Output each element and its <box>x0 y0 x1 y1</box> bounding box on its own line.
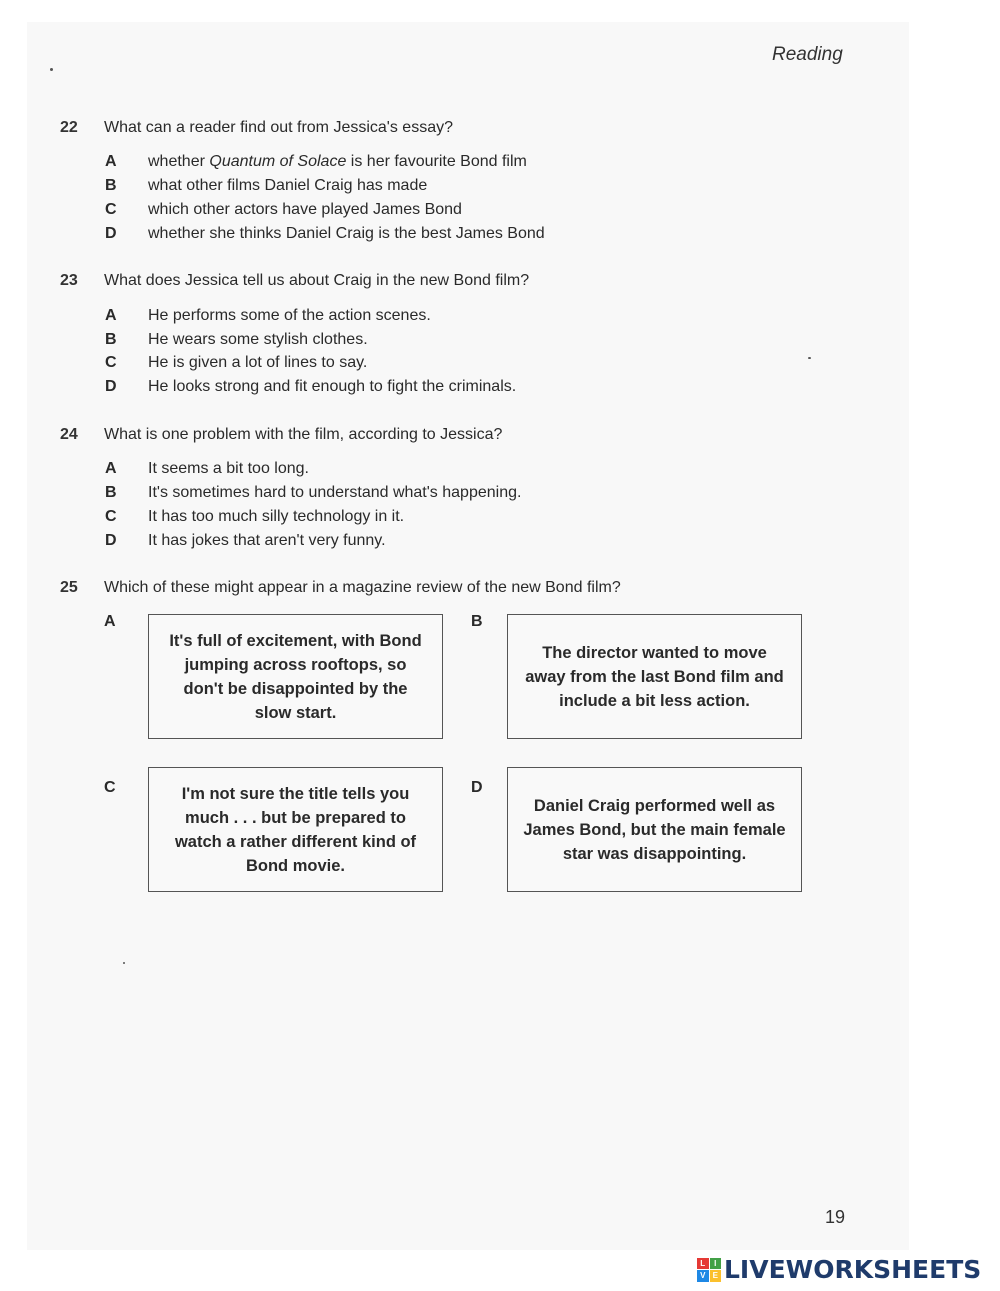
box-letter[interactable]: A <box>104 613 116 630</box>
option-letter[interactable]: C <box>105 201 117 218</box>
option-letter[interactable]: A <box>105 460 117 477</box>
question-text: What is one problem with the film, according to Jessica? <box>104 426 503 443</box>
option-letter[interactable]: D <box>105 225 117 242</box>
question-number: 24 <box>60 426 78 443</box>
option-letter[interactable]: B <box>105 331 117 348</box>
option-text[interactable]: He wears some stylish clothes. <box>148 331 368 348</box>
logo-square: I <box>710 1258 722 1270</box>
box-letter[interactable]: B <box>471 613 483 630</box>
logo-square: E <box>710 1270 722 1282</box>
option-text[interactable]: He looks strong and fit enough to fight the criminals. <box>148 378 517 395</box>
scan-speck <box>808 357 811 359</box>
logo-squares-icon <box>697 1258 721 1282</box>
review-box-b[interactable]: The director wanted to move away from the last Bond film and include a bit less action. <box>507 614 802 739</box>
question-number: 22 <box>60 119 78 136</box>
scan-speck <box>123 962 125 964</box>
question-text: Which of these might appear in a magazine review of the new Bond film? <box>104 579 621 596</box>
question-number: 25 <box>60 579 78 596</box>
option-letter[interactable]: B <box>105 177 117 194</box>
option-text[interactable] <box>148 153 527 171</box>
liveworksheets-logo <box>697 1255 981 1284</box>
option-text[interactable]: It has too much silly technology in it. <box>148 508 405 525</box>
logo-square: V <box>697 1270 709 1282</box>
page-number: 19 <box>825 1207 846 1227</box>
review-box-d[interactable]: Daniel Craig performed well as James Bond, but the main female star was disappointing. <box>507 767 802 892</box>
option-text[interactable]: It seems a bit too long. <box>148 460 309 477</box>
option-text-part: is her favourite Bond film <box>346 153 527 170</box>
option-letter[interactable]: C <box>105 508 117 525</box>
option-text[interactable]: whether she thinks Daniel Craig is the best James Bond <box>148 225 545 242</box>
option-letter[interactable]: D <box>105 532 117 549</box>
option-text-part: whether <box>148 153 210 170</box>
option-text[interactable]: It's sometimes hard to understand what's happening. <box>148 484 522 501</box>
question-text: What can a reader find out from Jessica's essay? <box>104 119 453 136</box>
box-letter[interactable]: C <box>104 779 116 796</box>
option-text[interactable]: It has jokes that aren't very funny. <box>148 532 386 549</box>
option-letter[interactable]: A <box>105 153 117 170</box>
section-header: Reading <box>772 44 843 65</box>
option-letter[interactable]: D <box>105 378 117 395</box>
review-box-c[interactable]: I'm not sure the title tells you much . . . but be prepared to watch a rather different kind of Bond movie. <box>148 767 443 892</box>
option-letter[interactable]: B <box>105 484 117 501</box>
scan-speck <box>50 68 53 71</box>
option-text[interactable]: He is given a lot of lines to say. <box>148 354 368 371</box>
option-text[interactable]: what other films Daniel Craig has made <box>148 177 428 194</box>
box-letter[interactable]: D <box>471 779 483 796</box>
logo-square: L <box>697 1258 709 1270</box>
logo-text: LIVEWORKSHEETS <box>724 1255 982 1284</box>
option-text[interactable]: which other actors have played James Bond <box>148 201 462 218</box>
film-title: Quantum of Solace <box>209 153 347 170</box>
option-letter[interactable]: C <box>105 354 117 371</box>
option-letter[interactable]: A <box>105 307 117 324</box>
question-number: 23 <box>60 272 78 289</box>
option-text[interactable]: He performs some of the action scenes. <box>148 307 431 324</box>
review-box-a[interactable]: It's full of excitement, with Bond jumping across rooftops, so don't be disappointed by the slow start. <box>148 614 443 739</box>
question-text: What does Jessica tell us about Craig in the new Bond film? <box>104 272 530 289</box>
